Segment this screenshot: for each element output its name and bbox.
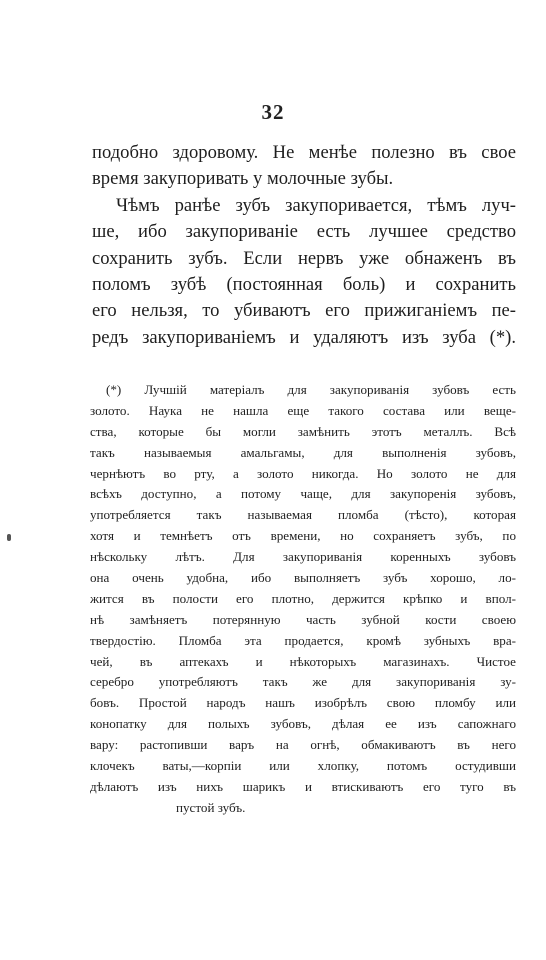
- main-text-line: поломъ зубѣ (постоянная боль) и сохранить: [92, 273, 516, 295]
- footnote-line: чей, въ аптекахъ и нѣкоторыхъ магазинахъ. Чистое: [90, 653, 516, 669]
- footnote-line: (*) Лучшiй матерiалъ для закупориванiя зубовъ есть: [106, 382, 516, 397]
- footnote-line: серебро употребляютъ такъ же для закупориванiя зу-: [90, 674, 516, 690]
- main-text-line: редъ закупориванiемъ и удаляютъ изъ зуба (*).: [92, 326, 516, 348]
- footnote-line: твердостiю. Пломба эта продается, кромѣ зубныхъ вра-: [90, 632, 516, 648]
- footnote-line: бовъ. Простой народъ нашъ изобрѣлъ свою пломбу или: [90, 695, 516, 711]
- footnote-body: [90, 380, 516, 819]
- footnote-line: конопатку для полыхъ зубовъ, дѣлая ее изъ сапожнаго: [90, 716, 516, 732]
- footnote-line: золото. Наука не нашла еще такого состава или веще-: [90, 402, 516, 418]
- footnote-line: клочекъ ваты,—корпiи или хлопку, потомъ остудивши: [90, 758, 516, 774]
- footnote-line: пустой зубъ.: [176, 799, 246, 815]
- footnote-line: хотя и темнѣетъ отъ времени, но сохраняетъ зубъ, по: [90, 528, 516, 544]
- footnote-line: нѣскольку лѣтъ. Для закупориванiя коренныхъ зубовъ: [90, 549, 516, 565]
- footnote-line: она очень удобна, ибо выполняетъ зубъ хорошо, ло-: [90, 570, 516, 586]
- margin-ink-mark: [7, 534, 11, 541]
- footnote-line: чернѣютъ во рту, а золото никогда. Но золото не для: [90, 465, 516, 481]
- main-text-body: [92, 140, 516, 351]
- footnote-line: дѣлаютъ изъ нихъ шарикъ и втискиваютъ его туго въ: [90, 778, 516, 794]
- main-text-line: сохранить зубъ. Если нервъ уже обнаженъ въ: [92, 247, 516, 269]
- footnote-line: жится въ полости его плотно, держится крѣпко и впол-: [90, 590, 516, 606]
- main-text-line: ше, ибо закупориванiе есть лучшее средство: [92, 221, 516, 243]
- footnote-line: нѣ замѣняетъ потерянную часть зубной кости своею: [90, 611, 516, 627]
- footnote-line: такъ называемыя амальгамы, для выполненiя зубовъ,: [90, 444, 516, 460]
- footnote-line: ства, которые бы могли замѣнить этотъ металлъ. Всѣ: [90, 423, 516, 439]
- page-number: 32: [261, 100, 285, 124]
- main-text-line: Чѣмъ ранѣе зубъ закупоривается, тѣмъ луч-: [116, 194, 516, 216]
- footnote-line: вару: растопивши варъ на огнѣ, обмакиваютъ въ него: [90, 737, 516, 753]
- main-text-line: время закупоривать у молочные зубы.: [92, 168, 394, 190]
- footnote-line: употребляется такъ называемая пломба (тѣсто), которая: [90, 507, 516, 523]
- footnote-line: всѣхъ доступно, а потому чаще, для закупоренiя зубовъ,: [90, 486, 516, 502]
- main-text-line: его нельзя, то убиваютъ его прижиганiемъ пе-: [92, 300, 516, 322]
- main-text-line: подобно здоровому. Не менѣе полезно въ свое: [92, 142, 516, 163]
